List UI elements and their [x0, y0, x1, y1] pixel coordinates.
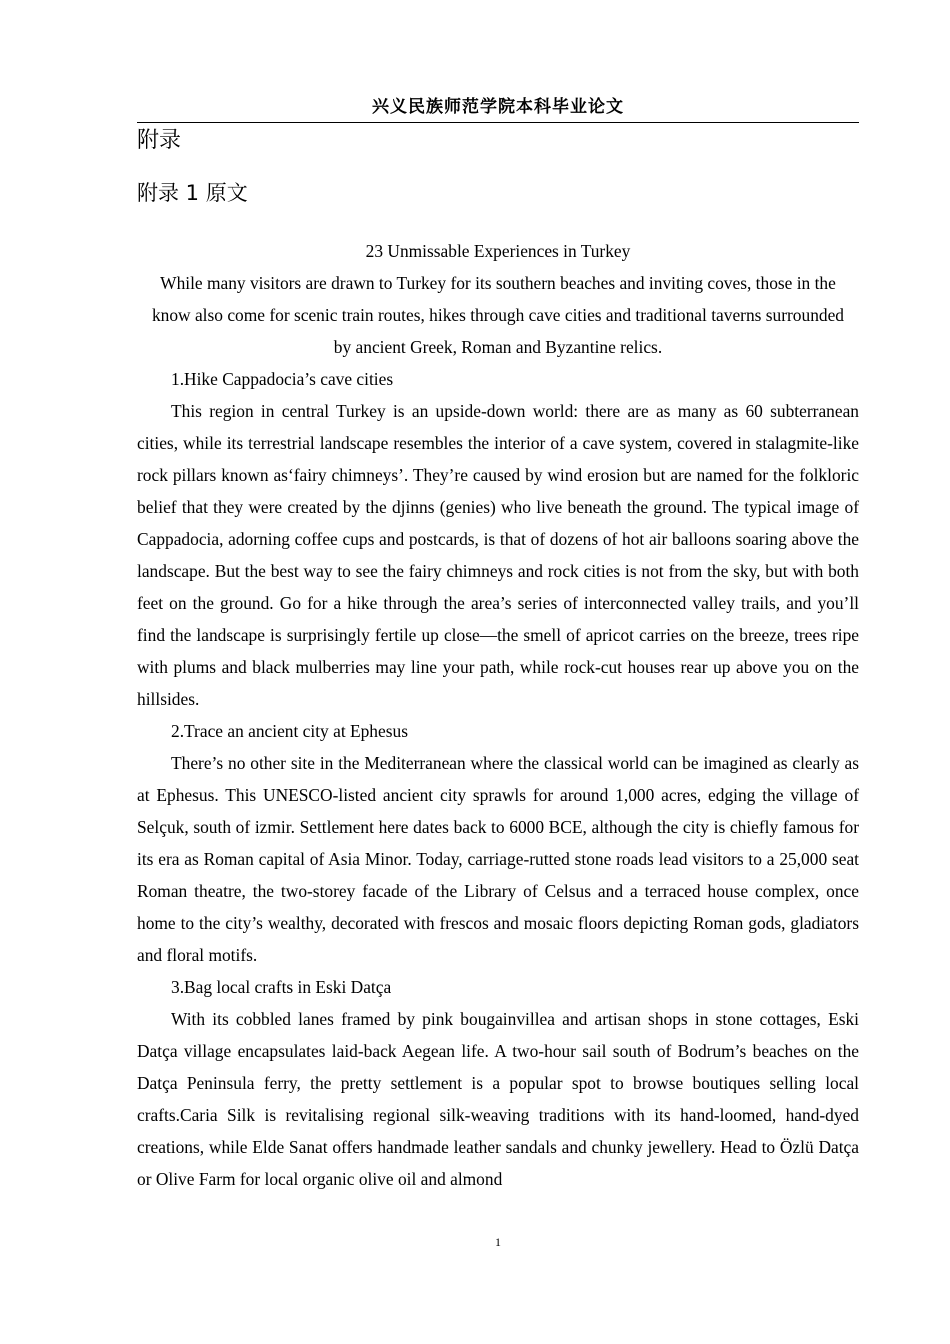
- section-paragraph-2: There’s no other site in the Mediterranean where the classical world can be imagined as clearly as at Ephesus. This UNESCO-listed ancient city sprawls for around 1,000 acres, edging the village of Selçuk, south of izmir. Settlement here dates back to 6000 BCE, although the city is chiefly famous for its era as Roman capital of Asia Minor. Today, carriage-rutted stone roads lead visitors to a 25,000 seat Roman theatre, the two-storey facade of the Library of Celsus and a terraced house complex, once home to the city’s wealthy, decorated with frescos and mosaic floors depicting Roman gods, gladiators and floral motifs.: [137, 753, 859, 965]
- appendix-1-heading: 附录 1 原文: [137, 181, 248, 205]
- article-title: 23 Unmissable Experiences in Turkey: [365, 241, 631, 261]
- header-rule: [137, 122, 859, 123]
- section-heading-1: 1.Hike Cappadocia’s cave cities: [171, 369, 394, 389]
- article-body: [137, 235, 859, 1195]
- running-header: 兴义民族师范学院本科毕业论文: [372, 97, 624, 117]
- section-heading-2: 2.Trace an ancient city at Ephesus: [171, 721, 408, 741]
- appendix-heading: 附录: [137, 128, 182, 153]
- section-paragraph-1: This region in central Turkey is an upside-down world: there are as many as 60 subterranean cities, while its terrestrial landscape resembles the interior of a cave system, covered in stalagmite-like rock pillars known as‘fairy chimneys’. They’re caused by wind erosion but are named for the folkloric belief that they were created by the djinns (genies) who live beneath the ground. The typical image of Cappadocia, adorning coffee cups and postcards, is that of dozens of hot air balloons soaring above the landscape. But the best way to see the fairy chimneys and rock cities is not from the sky, but with both feet on the ground. Go for a hike through the area’s series of interconnected valley trails, and you’ll find the landscape is surprisingly fertile up close—the smell of apricot carries on the breeze, trees ripe with plums and black mulberries may line your path, while rock-cut houses rear up above you on the hillsides.: [137, 401, 859, 709]
- page-number: 1: [495, 1235, 501, 1249]
- section-heading-3: 3.Bag local crafts in Eski Datça: [171, 977, 392, 997]
- article-intro: While many visitors are drawn to Turkey for its southern beaches and inviting coves, those in the know also come for scenic train routes, hikes through cave cities and traditional taverns surrounded by ancient Greek, Roman and Byzantine relics.: [151, 273, 845, 357]
- section-paragraph-3: With its cobbled lanes framed by pink bougainvillea and artisan shops in stone cottages, Eski Datça village encapsulates laid-back Aegean life. A two-hour sail south of Bodrum’s beaches on the Datça Peninsula ferry, the pretty settlement is a popular spot to browse boutiques selling local crafts.Caria Silk is revitalising regional silk-weaving traditions with its hand-loomed, hand-dyed creations, while Elde Sanat offers handmade leather sandals and chunky jewellery. Head to Özlü Datça or Olive Farm for local organic olive oil and almond: [137, 1009, 859, 1189]
